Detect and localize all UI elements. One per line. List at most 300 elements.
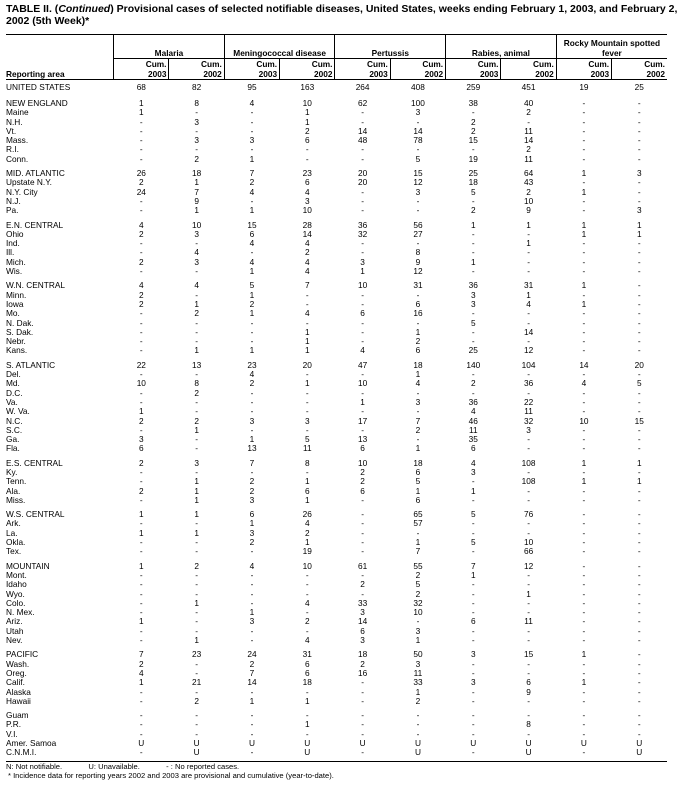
value-cell: 2 [415,336,421,347]
sub-header-cum-2003 [556,59,611,80]
reporting-area-cell: Mich. [6,256,26,267]
value-cell: - [527,607,530,618]
value-cell: 1 [526,289,531,300]
value-cell: 1 [304,378,310,389]
value-cell: 2 [526,107,531,118]
table-row [6,398,667,407]
value-cell: 3 [138,434,144,445]
value-cell: 3 [415,186,421,197]
value-cell: - [582,509,586,520]
value-cell: - [195,289,199,300]
value-cell: 2 [526,186,531,197]
value-cell: 3 [415,396,421,407]
value-cell: - [637,434,641,445]
value-cell: 8 [415,247,421,258]
value-cell: - [139,396,143,407]
value-cell: 1 [526,219,531,230]
table-row [6,487,667,496]
value-cell: - [195,579,199,590]
value-cell: 1 [581,168,587,179]
value-cell: 3 [470,466,476,477]
value-cell: - [582,326,586,337]
reporting-area-cell: NEW ENGLAND [6,98,68,108]
value-cell: 12 [413,266,423,277]
value-cell: 6 [470,443,476,454]
value-cell: 10 [136,378,146,389]
value-cell: 16 [358,667,368,678]
value-cell: U [470,738,477,748]
title-rest: ) Provisional cases of selected notifiable diseases, United States, weeks ending February 1, 2003, and February 2, 2002 (5th Week)* [6,3,678,27]
value-cell: - [195,434,199,445]
value-cell: - [582,607,586,618]
value-cell: 1 [304,476,310,487]
value-cell: 1 [194,509,199,520]
value-cell: - [250,466,254,477]
value-cell: 1 [194,177,199,188]
table-row [6,688,667,697]
value-cell: 1 [304,537,310,548]
value-cell: 3 [194,256,199,267]
value-cell: 68 [136,82,146,92]
value-cell: 47 [358,359,368,370]
value-cell: 5 [415,153,421,164]
value-cell: - [139,238,143,249]
value-cell: - [139,747,143,758]
value-cell: - [637,658,641,669]
value-cell: - [582,256,586,267]
sub-header-cum-2002 [169,59,224,80]
value-cell: - [195,144,199,155]
value-cell: - [139,135,143,146]
reporting-area-cell: N.H. [6,116,23,127]
value-cell: 19 [468,153,478,164]
reporting-area-cell: W. Va. [6,406,30,417]
year-label: 2003 [258,69,278,79]
value-cell: 1 [581,280,587,291]
table-row [6,206,667,215]
value-cell: - [527,658,530,669]
value-cell: - [139,710,143,721]
value-cell: - [582,485,586,496]
value-cell: 13 [358,434,368,445]
legend-line [6,762,334,771]
value-cell: U [193,747,200,758]
reporting-area-cell: Wis. [6,266,23,277]
value-cell: 20 [302,359,312,370]
value-cell: - [361,107,364,118]
value-cell: - [637,345,641,356]
value-cell: 2 [304,616,310,627]
value-cell: - [361,728,364,739]
reporting-area-cell: Kans. [6,345,28,356]
table-row [6,529,667,538]
reporting-area-cell: V.I. [6,728,18,739]
value-cell: - [471,387,475,398]
value-cell: 1 [360,266,365,277]
value-cell: - [637,667,641,678]
value-cell: 3 [470,298,476,309]
value-cell: - [582,527,586,538]
value-cell: - [305,686,309,697]
table-row [6,300,667,309]
value-cell: 15 [247,219,257,230]
value-cell: - [582,177,586,188]
value-cell: 3 [360,635,365,646]
year-label: 2002 [535,69,554,79]
value-cell: 3 [526,424,531,435]
value-cell: 3 [194,228,199,239]
value-cell: - [471,494,475,505]
value-cell: 6 [360,443,365,454]
value-cell: 3 [194,135,199,146]
value-cell: U [414,747,421,758]
value-cell: - [637,485,641,496]
value-cell: - [361,719,364,730]
value-cell: 10 [523,537,534,548]
value-cell: 14 [523,326,534,337]
value-cell: 9 [526,686,531,697]
value-cell: - [195,588,199,599]
value-cell: - [637,135,641,146]
value-cell: - [637,369,641,380]
table-row [6,118,667,127]
value-cell: 4 [249,238,255,249]
reporting-area-cell: Amer. Samoa [6,738,57,748]
value-cell: 6 [304,658,310,669]
value-cell: 20 [358,168,368,179]
value-cell: 35 [468,434,478,445]
value-cell: - [305,588,309,599]
value-cell: - [471,369,475,380]
table-row [6,739,667,748]
value-cell: - [582,443,586,454]
value-cell: - [582,336,586,347]
value-cell: - [637,443,641,454]
value-cell: 66 [523,546,534,557]
value-cell: - [250,107,254,118]
value-cell: - [637,238,641,249]
value-cell: 1 [249,345,255,356]
value-cell: 1 [249,205,255,216]
value-cell: - [139,625,143,636]
value-cell: - [582,579,586,590]
value-cell: - [416,434,420,445]
value-cell: - [250,579,254,590]
region-row [6,169,667,178]
reporting-area-cell: Upstate N.Y. [6,177,52,188]
table-row [6,748,667,757]
value-cell: 1 [194,424,199,435]
value-cell: 1 [581,186,587,197]
value-cell: 1 [249,607,255,618]
value-cell: 18 [413,457,423,468]
value-cell: 3 [194,457,199,468]
value-cell: 5 [415,579,421,590]
value-cell: 1 [194,527,199,538]
value-cell: 12 [523,560,534,571]
value-cell: 32 [413,597,423,608]
value-cell: - [637,289,641,300]
value-cell: 2 [360,476,365,487]
value-cell: - [305,569,309,580]
value-cell: 451 [521,82,536,92]
value-cell: 20 [358,177,368,188]
value-cell: 1 [304,326,310,337]
value-cell: - [305,607,309,618]
value-cell: - [139,153,143,164]
value-cell: 4 [304,635,310,646]
value-cell: 1 [194,485,199,496]
value-cell: - [582,518,586,529]
value-cell: 2 [470,378,476,389]
value-cell: 1 [636,476,642,487]
value-cell: 14 [247,677,257,688]
value-cell: 1 [138,616,144,627]
value-cell: - [582,98,586,108]
cum-label: Cum. [422,59,444,69]
value-cell: 6 [304,177,310,188]
value-cell: - [416,710,420,721]
value-cell: - [361,424,364,435]
value-cell: 14 [358,616,368,627]
reporting-area-cell: Tenn. [6,476,27,487]
value-cell: - [637,195,641,206]
value-cell: - [582,107,586,118]
value-cell: - [139,195,143,206]
value-cell: - [527,336,530,347]
value-cell: - [305,153,309,164]
value-cell: - [361,298,364,309]
value-cell: 4 [138,667,144,678]
value-cell: 1 [470,569,476,580]
value-cell: - [195,607,199,618]
value-cell: 3 [636,168,642,179]
value-cell: 6 [304,485,310,496]
value-cell: 1 [415,369,421,380]
value-cell: 1 [304,345,310,356]
value-cell: 25 [468,345,478,356]
value-cell: - [195,569,199,580]
reporting-area-cell: Maine [6,107,29,118]
reporting-area-cell: Va. [6,396,18,407]
value-cell: 1 [138,406,144,417]
reporting-area-cell: W.S. CENTRAL [6,509,65,520]
value-cell: - [471,658,475,669]
value-cell: - [471,719,475,730]
value-cell: - [637,607,641,618]
value-cell: 2 [194,308,199,319]
reporting-area-cell: MID. ATLANTIC [6,168,65,179]
value-cell: 40 [523,98,534,108]
value-cell: - [637,466,641,477]
value-cell: - [305,579,309,590]
value-cell: - [305,710,309,721]
sub-header-cum-2002 [612,59,667,80]
value-cell: - [471,144,475,155]
value-cell: 3 [194,116,199,127]
value-cell: - [195,266,199,277]
value-cell: - [361,247,364,258]
value-cell: 1 [526,588,531,599]
reporting-area-cell: Vt. [6,125,17,136]
value-cell: - [361,326,364,337]
value-cell: 27 [413,228,423,239]
value-cell: 1 [415,635,421,646]
title-continued: Continued [58,3,111,15]
value-cell: 2 [138,457,144,468]
region-row [6,281,667,290]
value-cell: 23 [302,168,312,179]
value-cell: 3 [249,527,255,538]
value-cell: 2 [470,125,476,136]
table-row [6,319,667,328]
region-row [6,650,667,659]
region-row [6,361,667,370]
value-cell: - [471,747,475,758]
value-cell: 1 [581,677,587,688]
reporting-area-cell: S.C. [6,424,23,435]
year-label: 2003 [590,69,610,79]
value-cell: - [637,527,641,538]
value-cell: 15 [413,168,423,179]
value-cell: - [250,195,254,206]
table-row [6,136,667,145]
value-cell: - [139,308,143,319]
value-cell: - [361,387,364,398]
value-cell: - [582,728,586,739]
value-cell: - [250,569,254,580]
value-cell: - [527,485,530,496]
value-cell: 3 [249,494,255,505]
value-cell: - [139,476,143,487]
value-cell: - [139,326,143,337]
value-cell: - [361,695,364,706]
value-cell: - [195,667,199,678]
value-cell: 22 [523,396,534,407]
value-cell: 5 [636,378,642,389]
reporting-area-cell: PACIFIC [6,649,39,660]
value-cell: - [139,317,143,328]
value-cell: 5 [470,509,476,520]
value-cell: - [361,336,364,347]
value-cell: 6 [360,308,365,319]
table-row [6,309,667,318]
reporting-area-cell: Fla. [6,443,20,454]
value-cell: 22 [136,359,146,370]
value-cell: - [637,326,641,337]
value-cell: 1 [249,289,255,300]
value-cell: - [195,616,199,627]
value-cell: - [637,177,641,188]
reporting-area-cell: Wash. [6,658,30,669]
value-cell: 1 [138,509,144,520]
value-cell: 33 [358,597,368,608]
region-row [6,99,667,108]
table-row [6,444,667,453]
region-row [6,221,667,230]
value-cell: - [582,434,586,445]
value-cell: - [582,667,586,678]
value-cell: 3 [415,107,421,118]
value-cell: - [139,569,143,580]
value-cell: - [195,443,199,454]
footer [6,762,334,780]
value-cell: 2 [470,116,476,127]
group-malaria: Malaria [114,35,225,59]
reporting-area-cell: Conn. [6,153,29,164]
value-cell: 12 [413,177,423,188]
value-cell: - [637,308,641,319]
value-cell: 11 [302,443,312,454]
value-cell: - [250,144,254,155]
table-row [6,730,667,739]
value-cell: - [471,518,475,529]
value-cell: 23 [247,359,257,370]
year-label: 2002 [424,69,444,79]
value-cell: 3 [470,677,476,688]
value-cell: 4 [470,457,476,468]
value-cell: - [637,336,641,347]
value-cell: - [471,635,475,646]
value-cell: 1 [194,205,199,216]
value-cell: - [139,537,143,548]
reporting-area-cell: Ind. [6,238,20,249]
value-cell: - [582,719,586,730]
value-cell: - [305,298,309,309]
value-cell: - [305,317,309,328]
value-cell: - [527,728,530,739]
table-row [6,519,667,528]
value-cell: 1 [138,677,144,688]
value-cell: - [361,116,364,127]
reporting-area-cell: N.Y. City [6,186,38,197]
region-row [6,510,667,519]
value-cell: - [637,728,641,739]
value-cell: 1 [304,494,310,505]
value-cell: - [582,466,586,477]
cum-label: Cum. [311,59,333,69]
value-cell: 15 [634,415,644,426]
reporting-area-cell: Minn. [6,289,27,300]
value-cell: 10 [413,607,423,618]
value-cell: 7 [138,649,144,660]
value-cell: - [195,326,199,337]
value-cell: - [582,424,586,435]
value-cell: - [361,406,364,417]
value-cell: - [361,317,364,328]
value-cell: 76 [523,509,534,520]
table-row [6,328,667,337]
value-cell: 2 [415,424,421,435]
value-cell: 2 [138,298,144,309]
value-cell: 1 [581,219,587,230]
value-cell: - [250,635,254,646]
table-row [6,608,667,617]
value-cell: - [250,336,254,347]
value-cell: 259 [466,82,481,92]
value-cell: - [250,625,254,636]
value-cell: 14 [302,228,312,239]
value-cell: - [527,710,530,721]
value-cell: - [195,125,199,136]
value-cell: 11 [524,153,533,164]
value-cell: 1 [581,476,587,487]
value-cell: 7 [415,415,421,426]
title-prefix: TABLE II. ( [6,3,59,15]
value-cell: - [361,527,364,538]
reporting-area-cell: Idaho [6,579,27,590]
value-cell: U [304,747,311,758]
